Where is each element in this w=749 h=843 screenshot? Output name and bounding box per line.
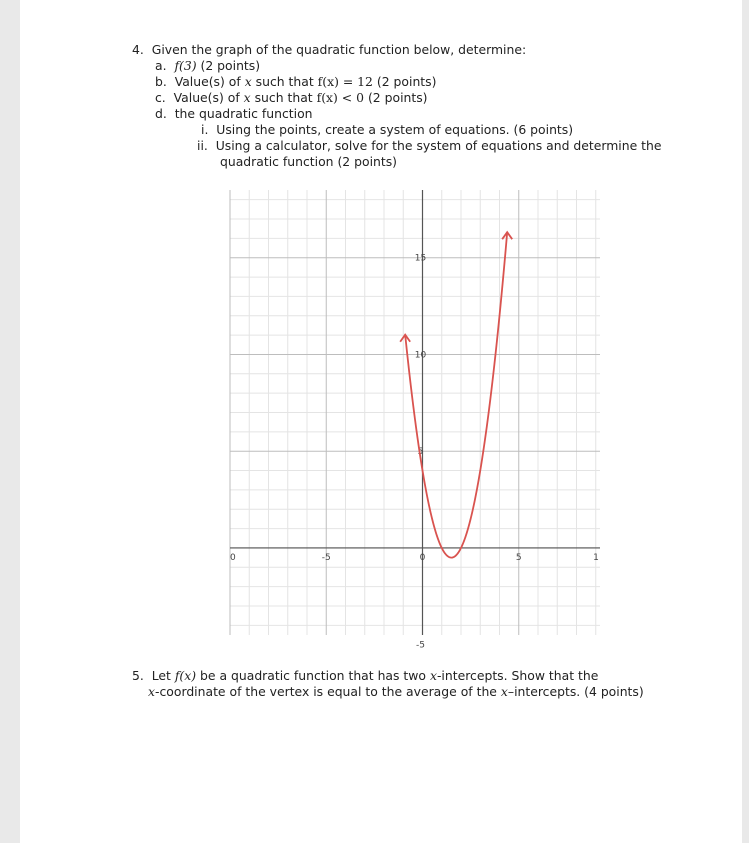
question-5-line2: x-coordinate of the vertex is equal to the average of the x–intercepts. (4 points) — [148, 684, 644, 699]
y-tick-label: 10 — [414, 350, 427, 361]
x-tick-label: 5 — [515, 552, 522, 563]
y-tick-label: 15 — [414, 253, 427, 264]
y-tick-label: 5 — [417, 447, 424, 458]
question-4d-ii: ii. Using a calculator, solve for the system of equations and determine the — [197, 138, 662, 153]
question-4a: a. f(3) (2 points) — [155, 58, 261, 73]
x-tick-label: 0 — [230, 552, 236, 563]
document-page — [20, 0, 742, 843]
x-tick-label: 0 — [419, 552, 426, 563]
question-4-stem: 4. Given the graph of the quadratic function below, determine: — [132, 42, 527, 57]
quadratic-graph — [210, 180, 600, 651]
x-tick-label: 1 — [593, 552, 599, 563]
tick-labels — [230, 254, 599, 651]
question-5-line1: 5. Let f(x) be a quadratic function that has two x-intercepts. Show that the — [132, 668, 599, 683]
question-4b: b. Value(s) of x such that f(x) = 12 (2 points) — [155, 74, 437, 89]
x-tick-label: -5 — [321, 552, 331, 563]
question-4d: d. the quadratic function — [155, 106, 313, 121]
y-tick-label: -5 — [416, 640, 425, 651]
question-4c: c. Value(s) of x such that f(x) < 0 (2 points) — [155, 90, 428, 105]
question-4d-i: i. Using the points, create a system of equations. (6 points) — [201, 122, 574, 137]
question-4d-ii-continued: quadratic function (2 points) — [220, 154, 398, 169]
